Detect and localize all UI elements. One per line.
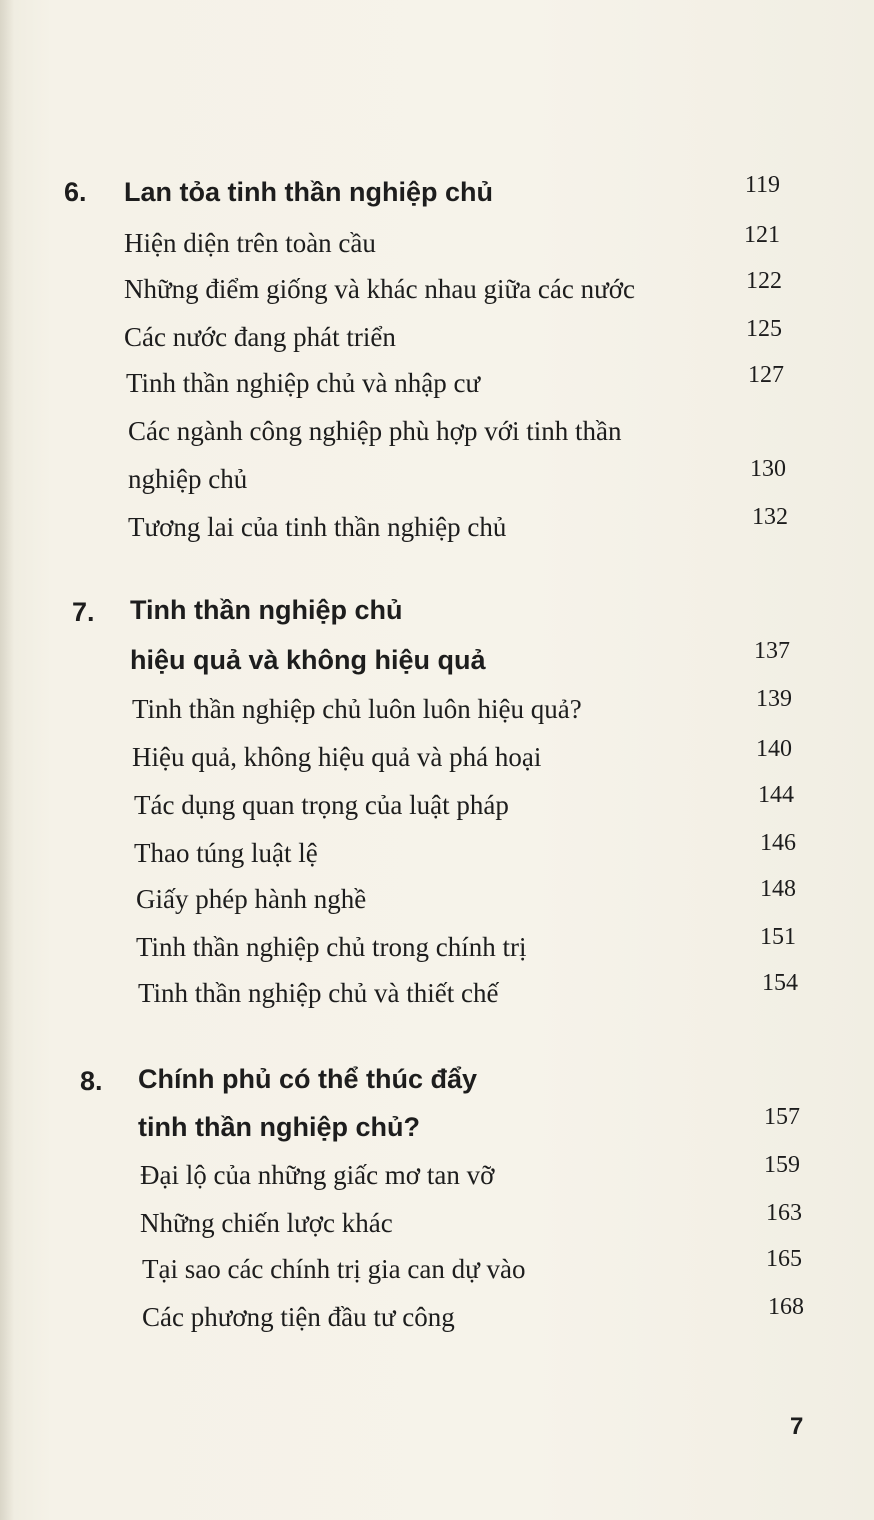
toc-entry-7-3-page: 144 bbox=[758, 782, 794, 808]
chapter-8-number: 8. bbox=[80, 1066, 103, 1096]
toc-entry-6-5-line-1: Các ngành công nghiệp phù hợp với tinh thần bbox=[128, 416, 622, 446]
toc-entry-7-4-page: 146 bbox=[760, 830, 796, 856]
toc-entry-6-1: Hiện diện trên toàn cầu bbox=[124, 228, 376, 258]
page-gutter-shadow bbox=[0, 0, 14, 1520]
chapter-6-number: 6. bbox=[64, 177, 87, 207]
toc-entry-7-2-page: 140 bbox=[756, 736, 792, 762]
toc-entry-8-1-page: 159 bbox=[764, 1152, 800, 1178]
chapter-7-number: 7. bbox=[72, 597, 95, 627]
toc-entry-6-3-page: 125 bbox=[746, 316, 782, 342]
toc-entry-6-4: Tinh thần nghiệp chủ và nhập cư bbox=[126, 368, 481, 398]
toc-entry-7-6: Tinh thần nghiệp chủ trong chính trị bbox=[136, 932, 527, 962]
toc-entry-6-4-page: 127 bbox=[748, 362, 784, 388]
toc-entry-8-2: Những chiến lược khác bbox=[140, 1208, 393, 1238]
toc-entry-7-3: Tác dụng quan trọng của luật pháp bbox=[134, 790, 509, 820]
toc-entry-8-3-page: 165 bbox=[766, 1246, 802, 1272]
toc-entry-8-3: Tại sao các chính trị gia can dự vào bbox=[142, 1254, 526, 1284]
chapter-6-title: Lan tỏa tinh thần nghiệp chủ bbox=[124, 177, 493, 207]
toc-entry-6-6-page: 132 bbox=[752, 504, 788, 530]
chapter-7-title-line-2: hiệu quả và không hiệu quả bbox=[130, 645, 486, 675]
page-number: 7 bbox=[790, 1413, 804, 1440]
toc-entry-7-2: Hiệu quả, không hiệu quả và phá hoại bbox=[132, 742, 542, 772]
toc-entry-6-3: Các nước đang phát triển bbox=[124, 322, 396, 352]
toc-entry-6-1-page: 121 bbox=[744, 222, 780, 248]
chapter-8-title-line-1: Chính phủ có thể thúc đẩy bbox=[138, 1064, 477, 1094]
toc-entry-8-1: Đại lộ của những giấc mơ tan vỡ bbox=[140, 1160, 495, 1190]
toc-entry-7-5: Giấy phép hành nghề bbox=[136, 884, 367, 914]
toc-entry-6-6: Tương lai của tinh thần nghiệp chủ bbox=[128, 512, 507, 542]
chapter-7-title-line-1: Tinh thần nghiệp chủ bbox=[130, 595, 403, 625]
toc-entry-6-5-page: 130 bbox=[750, 456, 786, 482]
toc-entry-7-7-page: 154 bbox=[762, 970, 798, 996]
toc-entry-6-2: Những điểm giống và khác nhau giữa các nước bbox=[124, 274, 636, 304]
chapter-8-page: 157 bbox=[764, 1104, 800, 1130]
toc-entry-7-5-page: 148 bbox=[760, 876, 796, 902]
toc-entry-6-2-page: 122 bbox=[746, 268, 782, 294]
chapter-7-page: 137 bbox=[754, 638, 790, 664]
toc-entry-8-4-page: 168 bbox=[768, 1294, 804, 1320]
toc-entry-7-1-page: 139 bbox=[756, 686, 792, 712]
toc-entry-8-2-page: 163 bbox=[766, 1200, 802, 1226]
chapter-8-title-line-2: tinh thần nghiệp chủ? bbox=[138, 1112, 420, 1142]
toc-entry-7-6-page: 151 bbox=[760, 924, 796, 950]
toc-entry-7-4: Thao túng luật lệ bbox=[134, 838, 318, 868]
toc-entry-7-1: Tinh thần nghiệp chủ luôn luôn hiệu quả? bbox=[132, 694, 582, 724]
chapter-6-page: 119 bbox=[744, 172, 780, 198]
toc-entry-8-4: Các phương tiện đầu tư công bbox=[142, 1302, 455, 1332]
toc-entry-6-5-line-2: nghiệp chủ bbox=[128, 464, 248, 494]
toc-entry-7-7: Tinh thần nghiệp chủ và thiết chế bbox=[138, 978, 499, 1008]
